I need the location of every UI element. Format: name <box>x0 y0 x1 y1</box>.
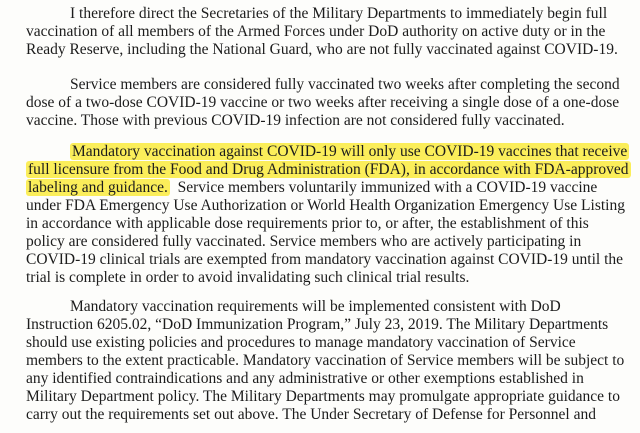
text-line: any identified contraindications and any administrative or other exemptions established in <box>26 370 584 387</box>
text-line: Military Department policy. The Military Departments may promulgate appropriate guidance to <box>26 388 620 405</box>
text-line: Ready Reserve, including the National Guard, who are not fully vaccinated against COVID-19. <box>26 41 618 58</box>
paragraph-vaccination-directive <box>26 5 626 59</box>
text-line: Service members are considered fully vaccinated two weeks after completing the second <box>70 76 620 93</box>
paragraph-fully-vaccinated-definition <box>26 76 626 130</box>
paragraph-fda-licensure <box>26 143 629 287</box>
text-line: members to the extent practicable. Mandatory vaccination of Service members will be subject to <box>26 352 625 369</box>
text-line: under FDA Emergency Use Authorization or World Health Organization Emergency Use Listing <box>26 197 625 214</box>
highlighted-text: labeling and guidance. <box>28 179 168 196</box>
text-after-highlight: Service members voluntarily immunized with a COVID-19 vaccine <box>177 179 598 196</box>
text-line: carry out the requirements set out above. The Under Secretary of Defense for Personnel and <box>26 406 596 423</box>
text-line: dose of a two-dose COVID-19 vaccine or two weeks after receiving a single dose of a one-dose <box>26 94 620 111</box>
text-line <box>26 143 626 161</box>
text-line: Mandatory vaccination requirements will be implemented consistent with DoD <box>70 298 561 315</box>
text-line: in accordance with applicable dose requirements prior to, or after, the establishment of this <box>26 215 589 232</box>
text-line: I therefore direct the Secretaries of the Military Departments to immediately begin full <box>70 5 608 22</box>
text-line <box>26 179 626 197</box>
text-line: COVID-19 clinical trials are exempted from mandatory vaccination against COVID-19 until the <box>26 251 623 268</box>
highlighted-text: Mandatory vaccination against COVID-19 will only use COVID-19 vaccines that receive <box>72 143 628 160</box>
text-line <box>26 161 629 179</box>
text-line: should use existing policies and procedures to manage mandatory vaccination of Service <box>26 334 576 351</box>
paragraph-implementation <box>26 298 626 424</box>
text-line: vaccine. Those with previous COVID-19 infection are not considered fully vaccinated. <box>26 112 565 129</box>
highlighted-text: full licensure from the Food and Drug Administration (FDA), in accordance with FDA-approved <box>28 161 629 178</box>
text-line: vaccination of all members of the Armed Forces under DoD authority on active duty or in the <box>26 23 606 40</box>
text-line: trial is complete in order to avoid invalidating such clinical trial results. <box>26 269 470 286</box>
text-line: policy are considered fully vaccinated. Service members who are actively participating in <box>26 233 582 250</box>
text-line: Instruction 6205.02, “DoD Immunization Program,” July 23, 2019. The Military Departments <box>26 316 609 333</box>
